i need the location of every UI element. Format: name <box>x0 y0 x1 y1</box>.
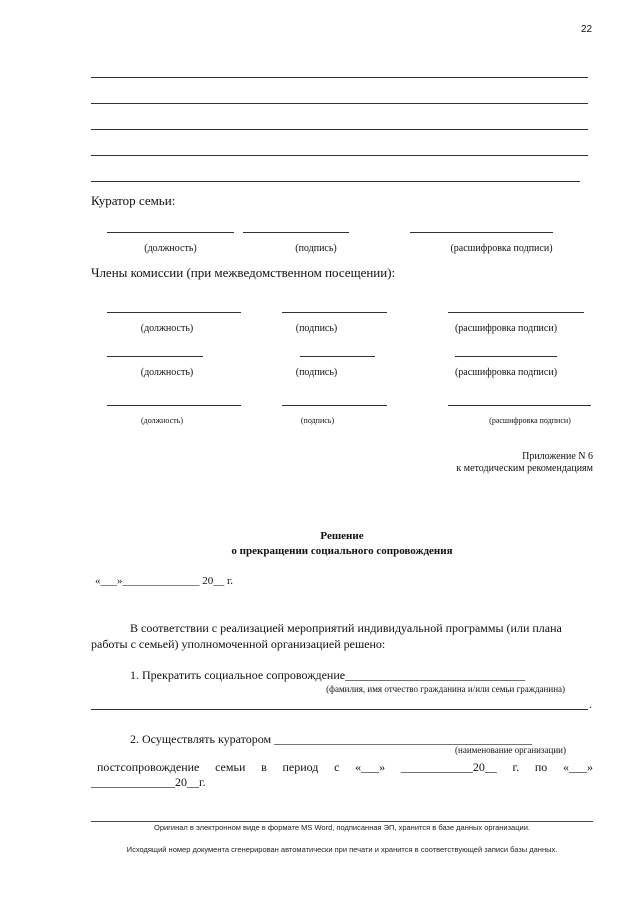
blank-line <box>91 181 580 182</box>
signature-line <box>300 356 375 357</box>
blank-line <box>91 77 588 78</box>
position-caption: (должность) <box>141 416 183 425</box>
period-word: г. <box>512 760 520 774</box>
position-caption: (должность) <box>140 367 194 378</box>
position-caption: (должность) <box>140 323 194 334</box>
period-word: ____________20__ <box>400 760 497 774</box>
item-1-end: . <box>589 697 592 711</box>
signature-line <box>455 356 557 357</box>
signature-caption: (подпись) <box>295 243 337 254</box>
blank-line <box>91 103 588 104</box>
item-2-caption: (наименование организации) <box>455 745 566 755</box>
period-word: период <box>282 760 319 774</box>
position-caption: (должность) <box>144 243 197 254</box>
item-1-caption: (фамилия, имя отчество гражданина и/или семьи гражданина) <box>326 684 565 694</box>
blank-line <box>91 709 588 710</box>
signature-caption: (подпись) <box>300 416 335 425</box>
decision-date-line: «___»______________ 20__ г. <box>95 575 234 587</box>
blank-line <box>91 155 588 156</box>
signature-decoding-caption: (расшифровка подписи) <box>454 367 558 378</box>
period-word: «___» <box>562 760 593 774</box>
signature-line <box>282 405 387 406</box>
signature-caption: (подпись) <box>295 367 338 378</box>
item-2-text: 2. Осуществлять куратором ___________________________________________ <box>130 732 533 746</box>
signature-line <box>107 405 241 406</box>
appendix-number: Приложение N 6 <box>522 451 593 462</box>
appendix-reference: к методическим рекомендациям <box>456 463 593 474</box>
blank-line <box>91 129 588 130</box>
signature-line <box>107 312 241 313</box>
decision-title: Решение <box>320 530 364 542</box>
period-word: по <box>534 760 548 774</box>
period-word: в <box>261 760 267 774</box>
signature-decoding-caption: (расшифровка подписи) <box>450 243 553 254</box>
period-word: «___» <box>355 760 386 774</box>
item-1-text: 1. Прекратить социальное сопровождение______________________________ <box>130 668 526 682</box>
signature-line <box>243 232 349 233</box>
footer-line-1: Оригинал в электронном виде в формате MS Word, подписанная ЭП, хранится в базе данных организации. <box>153 823 530 832</box>
signature-line <box>282 312 387 313</box>
signature-line <box>410 232 553 233</box>
period-word: семьи <box>215 760 246 774</box>
period-word: постсопровождение <box>97 760 200 774</box>
page-number: 22 <box>581 24 593 35</box>
signature-caption: (подпись) <box>295 323 338 334</box>
decision-subtitle: о прекращении социального сопровождения <box>231 545 453 557</box>
signature-line <box>107 232 234 233</box>
intro-line-1: В соответствии с реализацией мероприятий индивидуальной программы (или плана <box>130 621 562 635</box>
period-line <box>97 760 593 775</box>
signature-decoding-caption: (расшифровка подписи) <box>454 323 558 334</box>
signature-line <box>107 356 203 357</box>
period-end: ______________20__г. <box>91 775 206 789</box>
footer-divider <box>91 821 593 822</box>
footer-line-2: Исходящий номер документа сгенерирован автоматически при печати и хранится в соответствующей записи базы данных. <box>126 845 558 854</box>
intro-line-2: работы с семьей) уполномоченной организацией решено: <box>91 637 386 651</box>
period-word: с <box>334 760 340 774</box>
signature-line <box>448 312 584 313</box>
signature-line <box>448 405 591 406</box>
curator-label: Куратор семьи: <box>91 193 176 208</box>
signature-decoding-caption: (расшифровка подписи) <box>489 416 571 425</box>
commission-label: Члены комиссии (при межведомственном посещении): <box>91 265 396 280</box>
